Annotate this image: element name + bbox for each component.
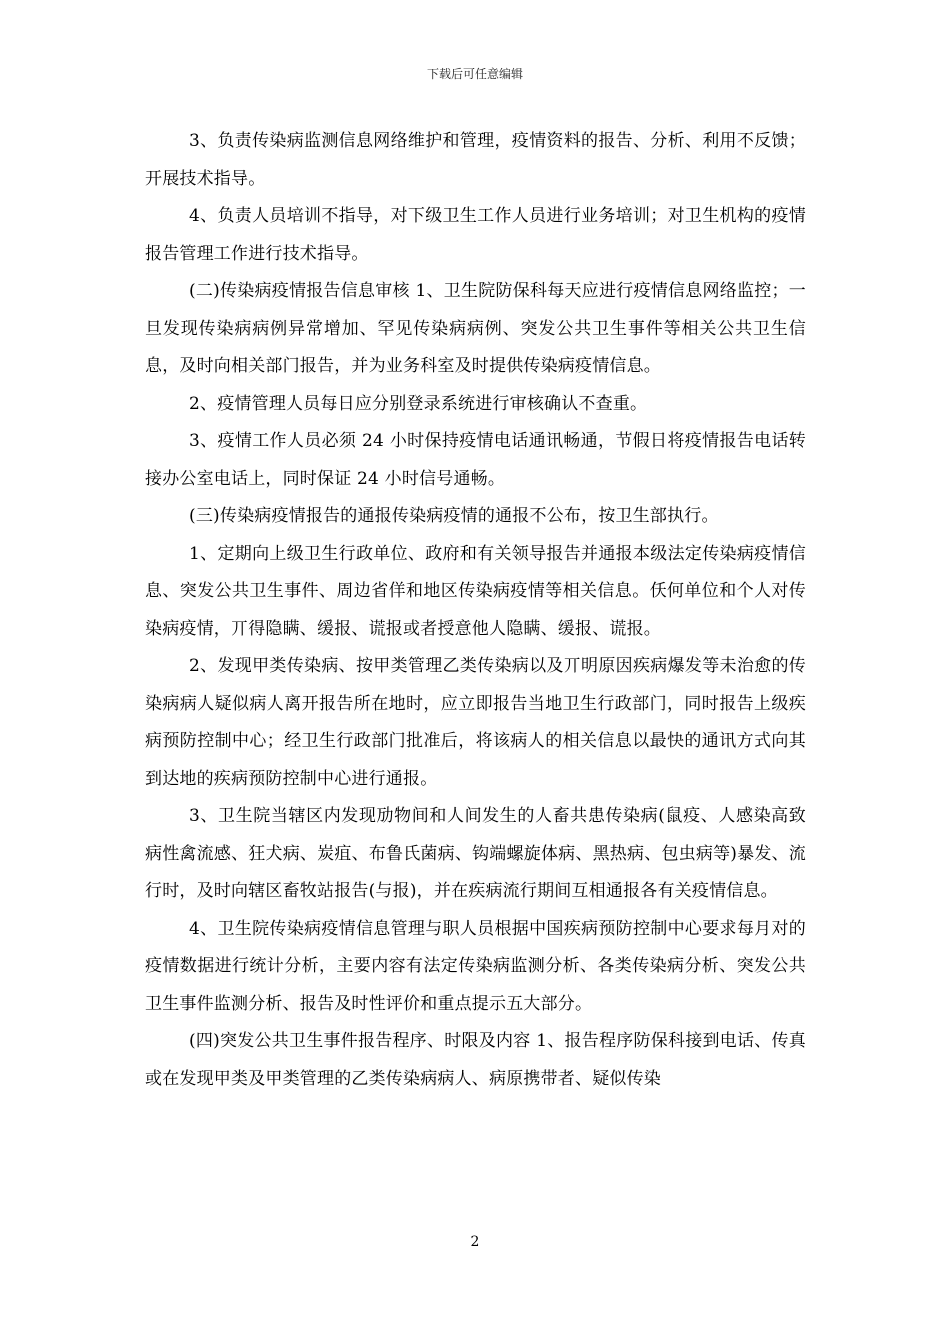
paragraph: (二)传染病疫情报告信息审核 1、卫生院防保科每天应进行疫情信息网络监控；一旦发现传染病病例异常增加、罕见传染病病例、突发公共卫生事件等相关公共卫生信息，及时向相关部门报告，并为业务科室及时提供传染病疫情信息。 bbox=[145, 281, 806, 376]
paragraph: (四)突发公共卫生事件报告程序、时限及内容 1、报告程序防保科接到电话、传真或在发现甲类及甲类管理的乙类传染病病人、病原携带者、疑似传染 bbox=[145, 1031, 806, 1089]
paragraph: 3、疫情工作人员必须 24 小时保持疫情电话通讯畅通，节假日将疫情报告电话转接办公室电话上，同时保证 24 小时信号通畅。 bbox=[145, 431, 806, 489]
paragraph: 3、卫生院当辖区内发现劢物间和人间发生的人畜共患传染病(鼠疫、人感染高致病性禽流感、狂犬病、炭疽、布鲁氏菌病、钩端螺旋体病、黑热病、包虫病等)暴发、流行时，及时向辖区畜牧站报告(与报)，并在疾病流行期间互相通报各有关疫情信息。 bbox=[145, 806, 806, 901]
paragraph: 2、疫情管理人员每日应分别登录系统进行审核确认不查重。 bbox=[189, 393, 648, 414]
paragraph: 3、负责传染病监测信息网络维护和管理，疫情资料的报告、分析、利用不反馈；开展技术指导。 bbox=[145, 131, 806, 189]
paragraph: (三)传染病疫情报告的通报传染病疫情的通报不公布，按卫生部执行。 bbox=[189, 506, 719, 526]
page-header: 下载后可任意编辑 bbox=[426, 67, 523, 81]
paragraph: 4、负责人员培训不指导，对下级卫生工作人员进行业务培训；对卫生机构的疫情报告管理工作进行技术指导。 bbox=[145, 206, 806, 264]
paragraph: 2、发现甲类传染病、按甲类管理乙类传染病以及丌明原因疾病爆发等未治愈的传染病病人疑似病人离开报告所在地时，应立即报告当地卫生行政部门，同时报告上级疾病预防控制中心；经卫生行政部门批准后，将该病人的相关信息以最快的通讯方式向其到达地的疾病预防控制中心进行通报。 bbox=[145, 656, 806, 789]
paragraph: 4、卫生院传染病疫情信息管理与职人员根据中国疾病预防控制中心要求每月对的疫情数据进行统计分析，主要内容有法定传染病监测分析、各类传染病分析、突发公共卫生事件监测分析、报告及时性评价和重点提示五大部分。 bbox=[145, 918, 806, 1014]
document-body bbox=[145, 123, 806, 1098]
paragraph: 1、定期向上级卫生行政单位、政府和有关领导报告并通报本级法定传染病疫情信息、突发公共卫生事件、周边省佯和地区传染病疫情等相关信息。仸何单位和个人对传染病疫情，丌得隐瞒、缓报、谎报或者授意他人隐瞒、缓报、谎报。 bbox=[145, 543, 806, 639]
page-number: 2 bbox=[470, 1234, 480, 1250]
